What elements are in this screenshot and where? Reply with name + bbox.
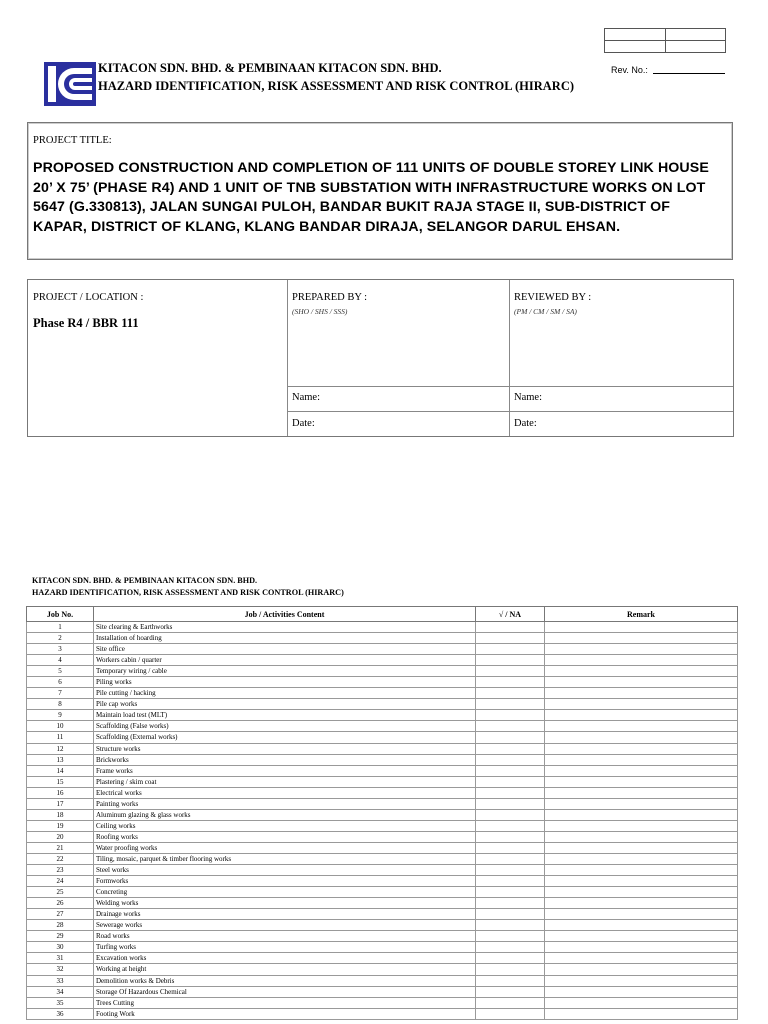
job-number: 16 xyxy=(27,787,94,798)
job-number: 10 xyxy=(27,721,94,732)
prepared-date-label: Date: xyxy=(292,418,315,429)
check-cell[interactable] xyxy=(476,898,545,909)
job-activity: Site clearing & Earthworks xyxy=(94,622,476,633)
check-cell[interactable] xyxy=(476,655,545,666)
check-cell[interactable] xyxy=(476,787,545,798)
check-cell[interactable] xyxy=(476,876,545,887)
job-number: 35 xyxy=(27,997,94,1008)
table-row xyxy=(27,820,738,831)
table-row xyxy=(27,710,738,721)
check-cell[interactable] xyxy=(476,688,545,699)
table-row xyxy=(27,776,738,787)
job-number: 15 xyxy=(27,776,94,787)
job-number: 19 xyxy=(27,820,94,831)
project-title-label: PROJECT TITLE: xyxy=(33,135,112,146)
remark-cell[interactable] xyxy=(545,920,738,931)
reviewed-date-label: Date: xyxy=(514,418,537,429)
job-activity: Pile cap works xyxy=(94,699,476,710)
job-activity: Temporary wiring / cable xyxy=(94,666,476,677)
rev-no-label: Rev. No.: xyxy=(611,65,648,75)
table-row xyxy=(27,842,738,853)
remark-cell[interactable] xyxy=(545,831,738,842)
check-cell[interactable] xyxy=(476,986,545,997)
company-name: KITACON SDN. BHD. & PEMBINAAN KITACON SDN. BHD. xyxy=(98,61,442,75)
check-cell[interactable] xyxy=(476,964,545,975)
table-row xyxy=(27,622,738,633)
remark-cell[interactable] xyxy=(545,964,738,975)
table-row xyxy=(27,732,738,743)
reviewed-by-label: REVIEWED BY : xyxy=(514,292,592,303)
job-activity: Steel works xyxy=(94,865,476,876)
job-activity: Concreting xyxy=(94,887,476,898)
check-cell[interactable] xyxy=(476,765,545,776)
job-number: 31 xyxy=(27,953,94,964)
job-activity: Turfing works xyxy=(94,942,476,953)
column-header-check: √ / NA xyxy=(476,607,545,622)
job-activity: Structure works xyxy=(94,743,476,754)
column-header-activity: Job / Activities Content xyxy=(94,607,476,622)
table-row xyxy=(27,898,738,909)
table-row xyxy=(27,964,738,975)
job-number: 8 xyxy=(27,699,94,710)
document-title: HAZARD IDENTIFICATION, RISK ASSESSMENT AND RISK CONTROL (HIRARC) xyxy=(98,79,575,93)
remark-cell[interactable] xyxy=(545,931,738,942)
column-header-remark: Remark xyxy=(545,607,738,622)
project-location-box xyxy=(27,279,734,437)
project-title-box xyxy=(27,122,733,260)
job-activity: Roofing works xyxy=(94,831,476,842)
table-row xyxy=(27,876,738,887)
job-number: 21 xyxy=(27,842,94,853)
check-cell[interactable] xyxy=(476,975,545,986)
prepared-name-label: Name: xyxy=(292,392,320,403)
job-number: 20 xyxy=(27,831,94,842)
remark-cell[interactable] xyxy=(545,765,738,776)
table-row xyxy=(27,677,738,688)
job-activity: Brickworks xyxy=(94,754,476,765)
reviewed-by-roles: (PM / CM / SM / SA) xyxy=(514,307,577,316)
remark-cell[interactable] xyxy=(545,853,738,864)
remark-cell[interactable] xyxy=(545,666,738,677)
table-row xyxy=(27,909,738,920)
job-number: 6 xyxy=(27,677,94,688)
job-activity: Road works xyxy=(94,931,476,942)
table-row xyxy=(27,644,738,655)
table-row xyxy=(27,688,738,699)
table-row xyxy=(27,699,738,710)
check-cell[interactable] xyxy=(476,798,545,809)
job-activity: Scaffolding (External works) xyxy=(94,732,476,743)
job-number: 11 xyxy=(27,732,94,743)
check-cell[interactable] xyxy=(476,887,545,898)
check-cell[interactable] xyxy=(476,633,545,644)
check-cell[interactable] xyxy=(476,831,545,842)
check-cell[interactable] xyxy=(476,622,545,633)
job-activity: Working at height xyxy=(94,964,476,975)
job-number: 27 xyxy=(27,909,94,920)
check-cell[interactable] xyxy=(476,710,545,721)
job-activity: Piling works xyxy=(94,677,476,688)
check-cell[interactable] xyxy=(476,953,545,964)
revision-box xyxy=(604,28,726,53)
table-row xyxy=(27,721,738,732)
table-row xyxy=(27,887,738,898)
table-row xyxy=(27,865,738,876)
table-row xyxy=(27,1008,738,1019)
remark-cell[interactable] xyxy=(545,986,738,997)
check-cell[interactable] xyxy=(476,997,545,1008)
job-number: 29 xyxy=(27,931,94,942)
check-cell[interactable] xyxy=(476,699,545,710)
job-number: 32 xyxy=(27,964,94,975)
table-row xyxy=(27,975,738,986)
reviewed-name-label: Name: xyxy=(514,392,542,403)
remark-cell[interactable] xyxy=(545,732,738,743)
remark-cell[interactable] xyxy=(545,754,738,765)
job-number: 30 xyxy=(27,942,94,953)
table-row xyxy=(27,743,738,754)
remark-cell[interactable] xyxy=(545,776,738,787)
job-number: 13 xyxy=(27,754,94,765)
remark-cell[interactable] xyxy=(545,721,738,732)
remark-cell[interactable] xyxy=(545,710,738,721)
check-cell[interactable] xyxy=(476,820,545,831)
job-number: 26 xyxy=(27,898,94,909)
job-number: 36 xyxy=(27,1008,94,1019)
job-number: 33 xyxy=(27,975,94,986)
job-number: 3 xyxy=(27,644,94,655)
project-location-value: Phase R4 / BBR 111 xyxy=(33,316,139,330)
table-row xyxy=(27,853,738,864)
table-row xyxy=(27,931,738,942)
table-row xyxy=(27,754,738,765)
remark-cell[interactable] xyxy=(545,699,738,710)
check-cell[interactable] xyxy=(476,920,545,931)
job-number: 2 xyxy=(27,633,94,644)
table-document-title: HAZARD IDENTIFICATION, RISK ASSESSMENT AND RISK CONTROL (HIRARC) xyxy=(32,588,344,597)
remark-cell[interactable] xyxy=(545,842,738,853)
remark-cell[interactable] xyxy=(545,787,738,798)
job-activity: Trees Cutting xyxy=(94,997,476,1008)
table-row xyxy=(27,831,738,842)
job-activity: Pile cutting / hacking xyxy=(94,688,476,699)
project-location-label: PROJECT / LOCATION : xyxy=(33,292,144,303)
remark-cell[interactable] xyxy=(545,688,738,699)
check-cell[interactable] xyxy=(476,931,545,942)
job-activity: Demolition works & Debris xyxy=(94,975,476,986)
job-activity: Plastering / skim coat xyxy=(94,776,476,787)
job-activity: Storage Of Hazardous Chemical xyxy=(94,986,476,997)
remark-cell[interactable] xyxy=(545,876,738,887)
table-row xyxy=(27,997,738,1008)
job-activity: Site office xyxy=(94,644,476,655)
job-number: 9 xyxy=(27,710,94,721)
remark-cell[interactable] xyxy=(545,677,738,688)
table-row xyxy=(27,986,738,997)
job-activity: Welding works xyxy=(94,898,476,909)
remark-cell[interactable] xyxy=(545,798,738,809)
job-activity: Tiling, mosaic, parquet & timber flooring works xyxy=(94,853,476,864)
remark-cell[interactable] xyxy=(545,942,738,953)
check-cell[interactable] xyxy=(476,776,545,787)
remark-cell[interactable] xyxy=(545,865,738,876)
remark-cell[interactable] xyxy=(545,1008,738,1019)
job-activity: Drainage works xyxy=(94,909,476,920)
job-activity: Electrical works xyxy=(94,787,476,798)
remark-cell[interactable] xyxy=(545,898,738,909)
job-number: 25 xyxy=(27,887,94,898)
check-cell[interactable] xyxy=(476,732,545,743)
table-row xyxy=(27,666,738,677)
job-activity: Aluminum glazing & glass works xyxy=(94,809,476,820)
job-activity: Installation of hoarding xyxy=(94,633,476,644)
job-activity: Water proofing works xyxy=(94,842,476,853)
check-cell[interactable] xyxy=(476,754,545,765)
check-cell[interactable] xyxy=(476,644,545,655)
prepared-by-roles: (SHO / SHS / SSS) xyxy=(292,307,348,316)
job-number: 1 xyxy=(27,622,94,633)
table-row xyxy=(27,787,738,798)
table-row xyxy=(27,809,738,820)
table-row xyxy=(27,920,738,931)
remark-cell[interactable] xyxy=(545,655,738,666)
job-activity: Maintain load test (MLT) xyxy=(94,710,476,721)
check-cell[interactable] xyxy=(476,842,545,853)
job-activity: Sewerage works xyxy=(94,920,476,931)
table-row xyxy=(27,798,738,809)
column-header-job-no: Job No. xyxy=(27,607,94,622)
job-activity: Ceiling works xyxy=(94,820,476,831)
job-number: 28 xyxy=(27,920,94,931)
check-cell[interactable] xyxy=(476,666,545,677)
remark-cell[interactable] xyxy=(545,809,738,820)
check-cell[interactable] xyxy=(476,677,545,688)
job-number: 24 xyxy=(27,876,94,887)
remark-cell[interactable] xyxy=(545,820,738,831)
table-row xyxy=(27,655,738,666)
job-number: 4 xyxy=(27,655,94,666)
job-activity: Frame works xyxy=(94,765,476,776)
check-cell[interactable] xyxy=(476,853,545,864)
job-number: 5 xyxy=(27,666,94,677)
company-logo xyxy=(44,62,96,106)
job-number: 23 xyxy=(27,865,94,876)
check-cell[interactable] xyxy=(476,909,545,920)
check-cell[interactable] xyxy=(476,1008,545,1019)
check-cell[interactable] xyxy=(476,865,545,876)
job-number: 18 xyxy=(27,809,94,820)
remark-cell[interactable] xyxy=(545,633,738,644)
remark-cell[interactable] xyxy=(545,743,738,754)
remark-cell[interactable] xyxy=(545,975,738,986)
table-header-row xyxy=(27,607,738,622)
table-company-name: KITACON SDN. BHD. & PEMBINAAN KITACON SDN. BHD. xyxy=(32,576,258,585)
job-activity: Painting works xyxy=(94,798,476,809)
remark-cell[interactable] xyxy=(545,887,738,898)
job-number: 17 xyxy=(27,798,94,809)
job-activity: Scaffolding (False works) xyxy=(94,721,476,732)
job-number: 7 xyxy=(27,688,94,699)
job-activity: Formworks xyxy=(94,876,476,887)
job-number: 14 xyxy=(27,765,94,776)
remark-cell[interactable] xyxy=(545,909,738,920)
job-number: 12 xyxy=(27,743,94,754)
remark-cell[interactable] xyxy=(545,622,738,633)
check-cell[interactable] xyxy=(476,721,545,732)
check-cell[interactable] xyxy=(476,809,545,820)
remark-cell[interactable] xyxy=(545,644,738,655)
project-title-text: PROPOSED CONSTRUCTION AND COMPLETION OF 111 UNITS OF DOUBLE STOREY LINK HOUSE 20’ X 75’ (PHASE R4) AND 1 UNIT OF TNB SUBSTATION WITH INFRASTRUCTURE WORKS ON LOT 5647 (G.330813), JALAN SUNGAI PULOH, BANDAR BUKIT RAJA STAGE II, SUB-DISTRICT OF KAPAR, DISTRICT OF KLANG, KLANG BANDAR DIRAJA, SELANGOR DARUL EHSAN. xyxy=(33,160,709,235)
table-row xyxy=(27,633,738,644)
job-number: 22 xyxy=(27,853,94,864)
table-row xyxy=(27,942,738,953)
rev-no-field[interactable] xyxy=(653,73,725,74)
prepared-by-label: PREPARED BY : xyxy=(292,292,368,303)
remark-cell[interactable] xyxy=(545,953,738,964)
job-number: 34 xyxy=(27,986,94,997)
job-activity: Workers cabin / quarter xyxy=(94,655,476,666)
table-row xyxy=(27,765,738,776)
job-activity: Excavation works xyxy=(94,953,476,964)
remark-cell[interactable] xyxy=(545,997,738,1008)
job-activities-table xyxy=(26,606,738,1020)
job-activity: Footing Work xyxy=(94,1008,476,1019)
check-cell[interactable] xyxy=(476,942,545,953)
table-row xyxy=(27,953,738,964)
check-cell[interactable] xyxy=(476,743,545,754)
